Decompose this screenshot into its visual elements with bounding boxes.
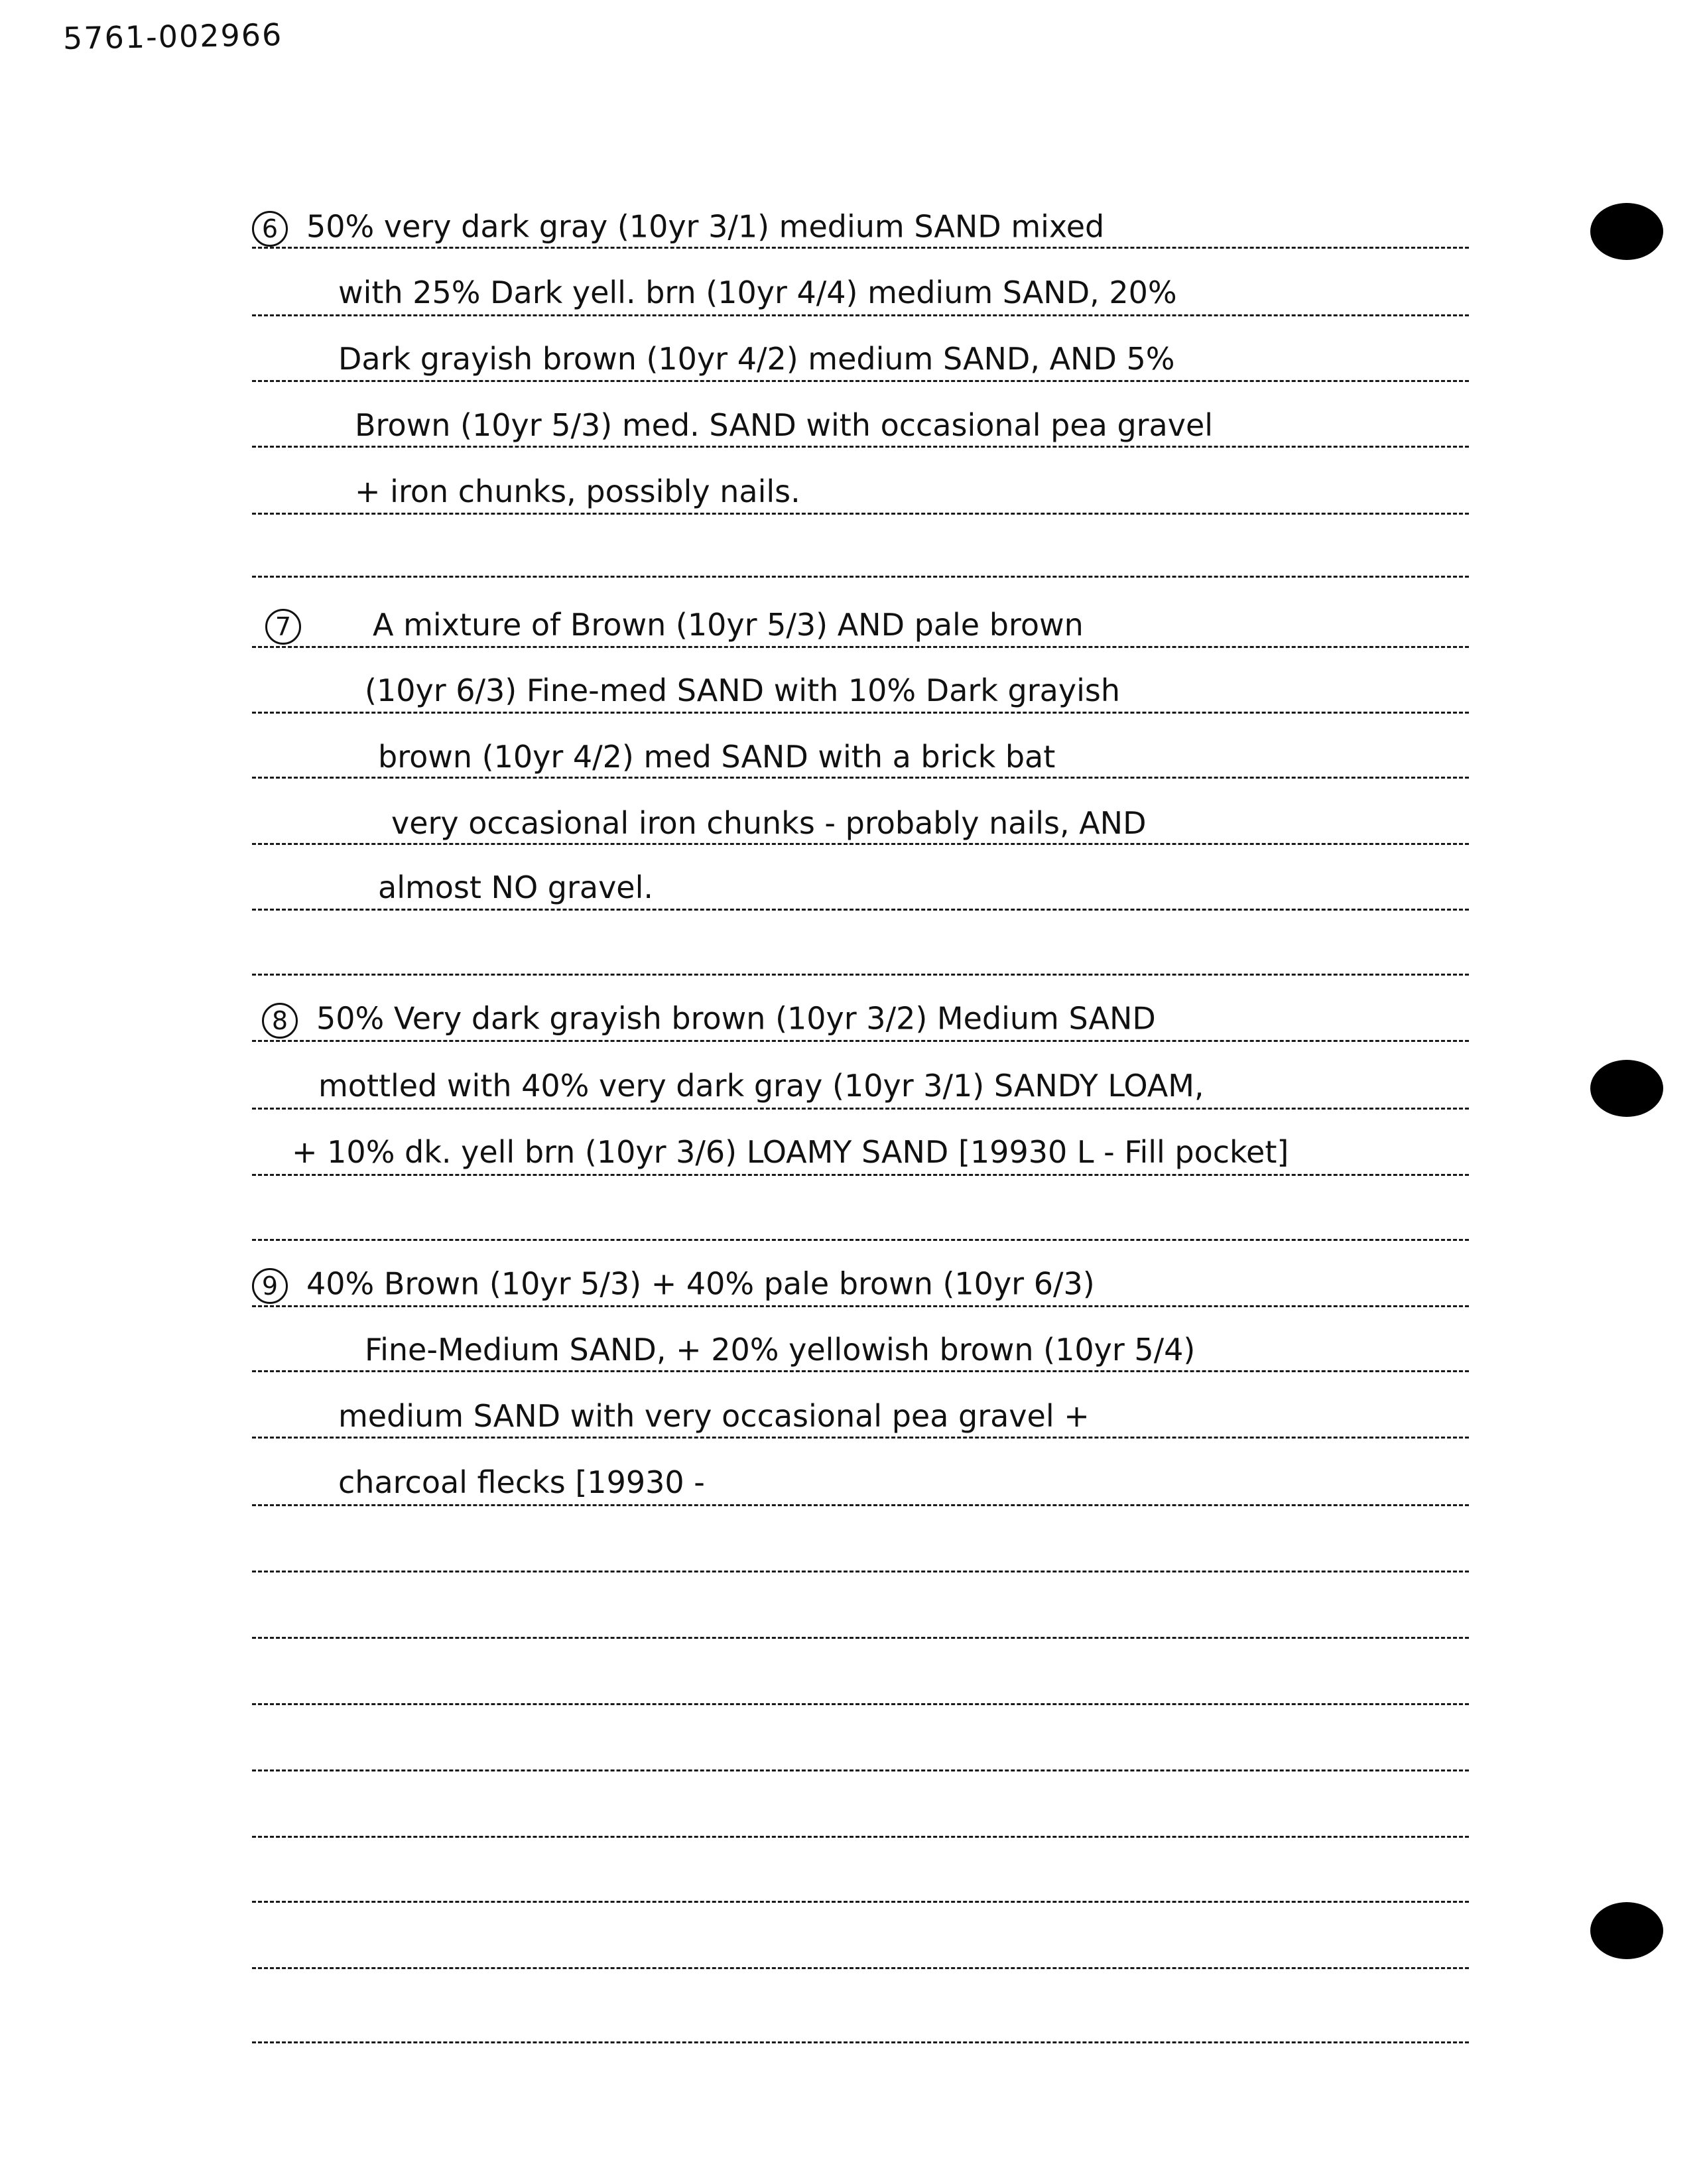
entry-text: + 10% dk. yell brn (10yr 3/6) LOAMY SAND [19930 L - Fill pocket] — [292, 1134, 1289, 1170]
entry-number: 6 — [252, 211, 288, 247]
document-id: 5761-002966 — [62, 17, 283, 56]
entry-text: 50% Very dark grayish brown (10yr 3/2) Medium SAND — [316, 1000, 1156, 1037]
binder-hole-bottom — [1590, 1902, 1663, 1959]
entry-text: + iron chunks, possibly nails. — [355, 474, 800, 509]
entry-text: 50% very dark gray (10yr 3/1) medium SAND mixed — [306, 208, 1105, 245]
entry-text: almost NO gravel. — [378, 869, 654, 905]
entry-line — [252, 1265, 1095, 1304]
entry-text: mottled with 40% very dark gray (10yr 3/1) SANDY LOAM, — [318, 1068, 1204, 1104]
entry-text: A mixture of Brown (10yr 5/3) AND pale brown — [373, 606, 1084, 643]
entry-line — [265, 606, 1084, 645]
entry-text: charcoal flecks [19930 - — [338, 1464, 705, 1500]
entry-text: Brown (10yr 5/3) med. SAND with occasional pea gravel — [355, 407, 1214, 443]
entry-number: 8 — [262, 1003, 298, 1039]
entry-text: brown (10yr 4/2) med SAND with a brick bat — [378, 739, 1056, 775]
entry-text: Fine-Medium SAND, + 20% yellowish brown (10yr 5/4) — [365, 1332, 1196, 1368]
entry-line — [252, 208, 1105, 247]
binder-hole-middle — [1590, 1060, 1663, 1117]
entry-text: very occasional iron chunks - probably nails, AND — [391, 805, 1147, 841]
entry-text: medium SAND with very occasional pea gravel + — [338, 1398, 1090, 1434]
binder-hole-top — [1590, 203, 1663, 260]
entry-text: (10yr 6/3) Fine-med SAND with 10% Dark grayish — [365, 673, 1120, 708]
entry-text: Dark grayish brown (10yr 4/2) medium SAND, AND 5% — [338, 341, 1175, 377]
entry-line — [262, 1000, 1156, 1039]
entry-text: with 25% Dark yell. brn (10yr 4/4) medium SAND, 20% — [338, 275, 1177, 310]
entry-number: 9 — [252, 1268, 288, 1304]
entry-text: 40% Brown (10yr 5/3) + 40% pale brown (10yr 6/3) — [306, 1265, 1095, 1302]
soil-entries — [252, 0, 1512, 2184]
entry-number: 7 — [265, 609, 301, 645]
